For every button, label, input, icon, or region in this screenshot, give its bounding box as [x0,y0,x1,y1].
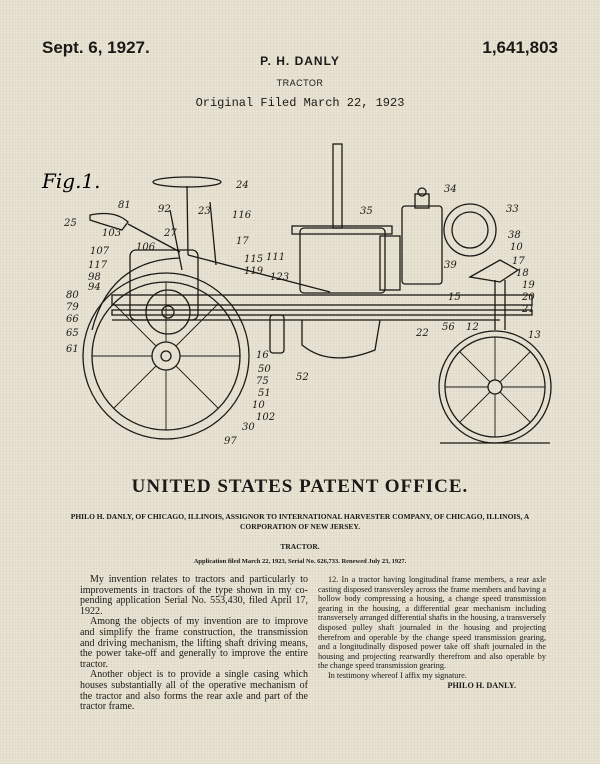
ref-numeral: 12 [466,322,479,333]
application-line: Application filed March 22, 1923, Serial No. 626,733. Renewed July 23, 1927. [193,558,407,565]
patent-date: Sept. 6, 1927. [42,38,150,57]
ref-numeral: 103 [102,228,122,239]
filing-date: Original Filed March 22, 1923 [195,96,405,110]
ref-numeral: 98 [88,272,101,283]
ref-numeral: 17 [512,256,525,267]
office-heading: UNITED STATES PATENT OFFICE. [131,476,469,497]
ref-numeral: 21 [522,304,535,315]
ref-numeral: 39 [444,260,457,271]
ref-numeral: 18 [516,268,529,279]
ref-numeral: 13 [528,330,541,341]
ref-numeral: 117 [88,260,108,271]
ref-numeral: 94 [88,282,101,293]
ref-numeral: 34 [444,184,457,195]
ref-numeral: 97 [224,436,237,447]
ref-numeral: 116 [232,210,252,221]
exhaust-stack [333,144,342,228]
ref-numeral: 102 [256,412,276,423]
ref-numeral: 27 [164,228,177,239]
ref-numeral: 30 [242,422,255,433]
ref-numeral: 107 [90,246,110,257]
ref-numeral: 19 [522,280,535,291]
ref-numeral: 106 [136,242,156,253]
ref-numeral: 17 [236,236,249,247]
ref-numeral: 92 [158,204,171,215]
claim-paragraph: 12. In a tractor having longitudinal frame members, a rear axle casting disposed transversley across the frame members and having a hollow body compressing a housing, a change speed transmission gearing in the housing, a differential gear mechanism including transversely arranged differential shafts in the housing, a transversely disposed pulley shaft journaled in the housing and projecting therefrom and operable by the change speed transmission gearing, and a longitudinally disposed power take off shaft journaled in the housing and projecting rearwardly therefrom and also operable by the change speed transmission gearing. [318,575,546,671]
ref-numeral: 38 [508,230,521,241]
ref-numeral: 24 [236,180,249,191]
steering-wheel [153,177,221,187]
invention-title: TRACTOR [276,78,324,88]
ref-numeral: 35 [360,206,373,217]
ref-numeral: 25 [64,218,77,229]
body-column-right [318,575,546,690]
signature: PHILO H. DANLY. [447,680,516,690]
ref-numeral: 51 [258,388,271,399]
section-title: TRACTOR. [280,542,320,551]
ref-numeral: 33 [506,204,519,215]
ref-numeral: 23 [198,206,211,217]
ref-numeral: 80 [66,290,79,301]
ref-numeral: 66 [66,314,79,325]
ref-numeral: 56 [442,322,455,333]
ref-numeral: 10 [252,400,265,411]
patent-number: 1,641,803 [482,38,558,57]
paragraph: Among the objects of my invention are to improve and simplify the frame construction, the transmission and driving mechanism, the lifting shaft driving means, the power take-off and generally to improve the entire tractor. [80,616,308,670]
paragraph: My invention relates to tractors and particularly to improvements in tractors of the type shown in my co-pending application Serial No. 553,430, filed April 17, 1922. [80,574,308,617]
ref-numeral: 119 [244,266,264,277]
ref-numeral: 75 [256,376,269,387]
body-column-left [80,575,308,713]
ref-numeral: 15 [448,292,461,303]
ref-numeral: 81 [118,200,131,211]
ref-numeral: 52 [296,372,309,383]
ref-numeral: 10 [510,242,523,253]
ref-numeral: 50 [258,364,271,375]
ref-numeral: 16 [256,350,269,361]
ref-numeral: 79 [66,302,79,313]
ref-numeral: 123 [270,272,290,283]
ref-numeral: 111 [266,252,286,263]
tractor-drawing [30,140,575,450]
ref-numeral: 22 [416,328,429,339]
paragraph: Another object is to provide a single casing which houses substantially all of the operative mechanism of the tractor and also forms the rear axle and part of the tractor frame. [80,669,308,713]
ref-numeral: 61 [66,344,79,355]
ref-numeral: 65 [66,328,79,339]
assignment-line: PHILO H. DANLY, OF CHICAGO, ILLINOIS, ASSIGNOR TO INTERNATIONAL HARVESTER COMPANY, OF CHICAGO, ILLINOIS, A CORPORATION OF NEW JERSEY. [70,512,530,531]
testimony-line: In testimony whereof I affix my signature. [328,670,467,680]
inventor-name: P. H. DANLY [260,54,340,68]
ref-numeral: 20 [522,292,535,303]
ref-numeral: 115 [244,254,264,265]
figure-label: Fig.1. [42,169,101,193]
